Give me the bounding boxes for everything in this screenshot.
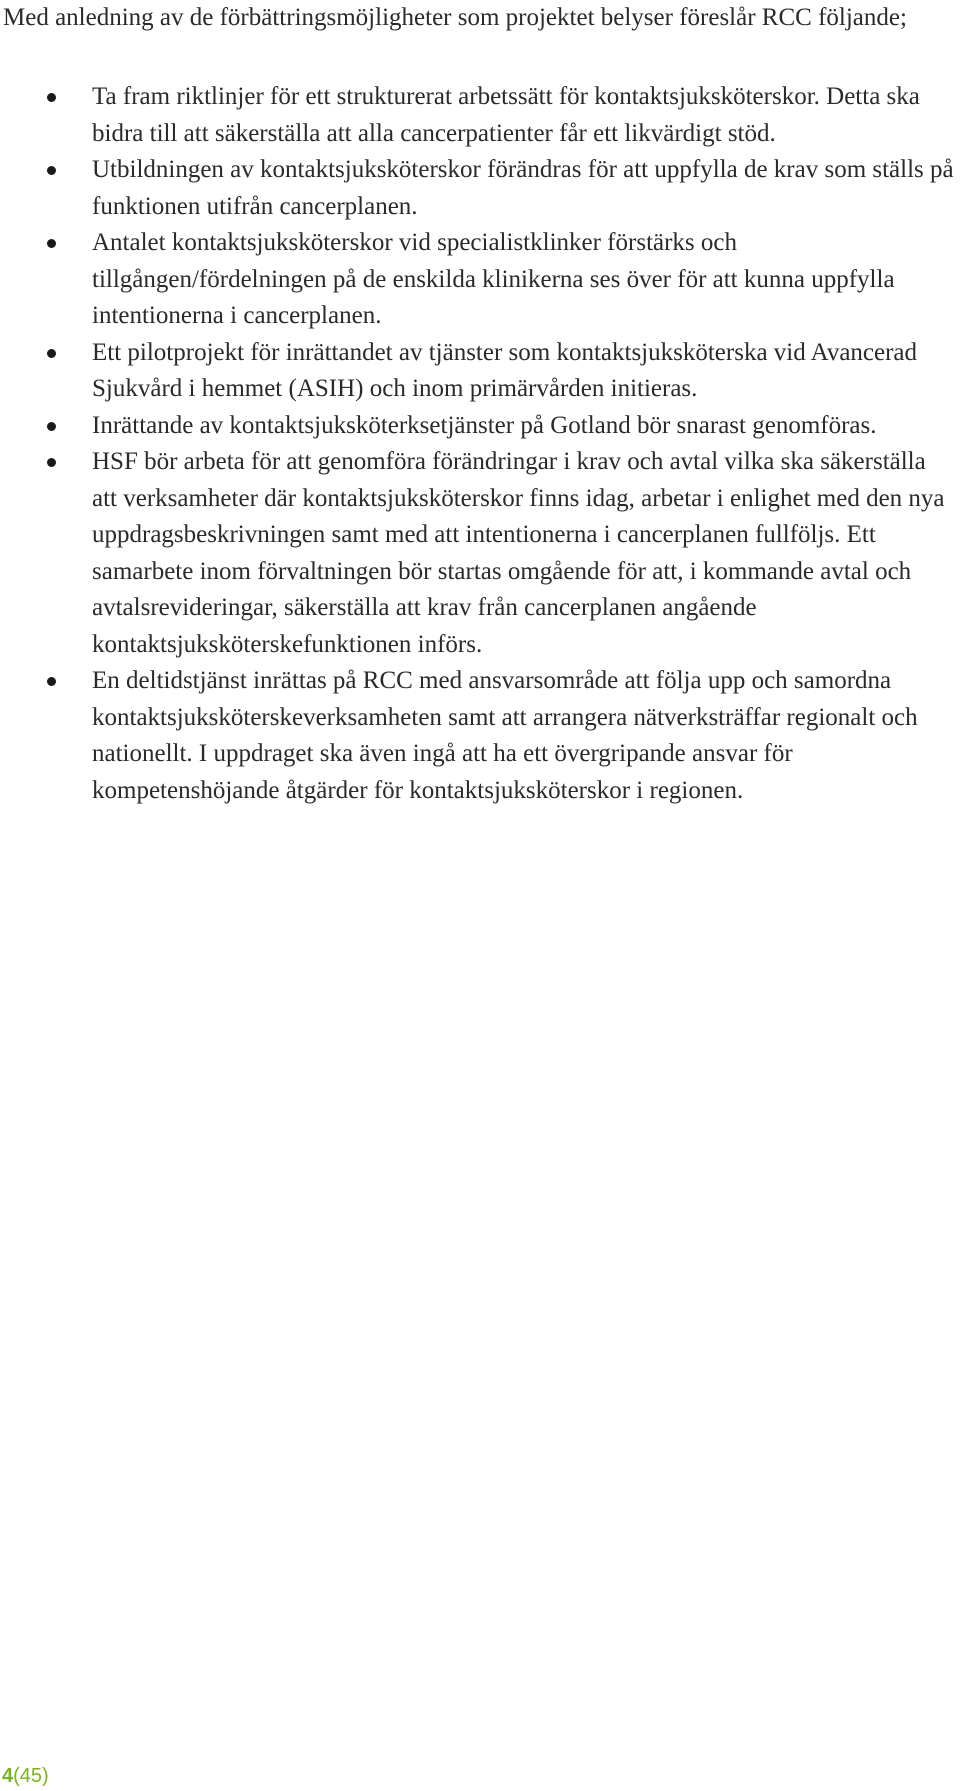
list-item xyxy=(0,335,960,408)
list-item xyxy=(0,444,960,663)
list-item-text: Ta fram riktlinjer för ett strukturerat arbetssätt för kontaktsjuksköterskor. Detta ska bidra till att säkerställa att alla cancerpatienter får ett likvärdigt stöd. xyxy=(92,83,920,147)
page-number xyxy=(2,1764,49,1788)
bullet-dot-icon xyxy=(47,422,56,431)
page-number-total: (45) xyxy=(13,1765,49,1787)
bullet-dot-icon xyxy=(47,677,56,686)
list-item-text: Utbildningen av kontaktsjuksköterskor förändras för att uppfylla de krav som ställs på funktionen utifrån cancerplanen. xyxy=(92,156,954,220)
bullet-dot-icon xyxy=(47,166,56,175)
bullet-dot-icon xyxy=(47,239,56,248)
intro-paragraph: Med anledning av de förbättringsmöjligheter som projektet belyser föreslår RCC följande; xyxy=(3,4,907,31)
bullet-dot-icon xyxy=(47,458,56,467)
recommendation-list xyxy=(0,79,960,809)
list-item-text: Ett pilotprojekt för inrättandet av tjänster som kontaktsjuksköterska vid Avancerad Sjukvård i hemmet (ASIH) och inom primärvården initieras. xyxy=(92,338,918,402)
list-item-text: HSF bör arbeta för att genomföra förändringar i krav och avtal vilka ska säkerställa att verksamheter där kontaktsjuksköterskor finns idag, arbetar i enlighet med den nya uppdragsbeskrivningen samt med att intentionerna i cancerplanen fullföljs. Ett samarbete inom förvaltningen bör startas omgående för att, i kommande avtal och avtalsrevideringar, säkerställa att krav från cancerplanen angående kontaktsjuksköterskefunktionen införs. xyxy=(92,448,945,658)
list-item xyxy=(0,663,960,809)
bullet-dot-icon xyxy=(47,349,56,358)
list-item xyxy=(0,408,960,445)
list-item xyxy=(0,152,960,225)
list-item-text: En deltidstjänst inrättas på RCC med ansvarsområde att följa upp och samordna kontaktsjuksköterskeverksamheten samt att arrangera nätverksträffar regionalt och nationellt. I uppdraget ska även ingå att ha ett övergripande ansvar för kompetenshöjande åtgärder för kontaktsjuksköterskor i regionen. xyxy=(92,667,918,804)
list-item-text: Inrättande av kontaktsjuksköterksetjänster på Gotland bör snarast genomföras. xyxy=(92,411,877,439)
bullet-dot-icon xyxy=(47,93,56,102)
list-item-text: Antalet kontaktsjuksköterskor vid specialistklinker förstärks och tillgången/fördelningen på de enskilda klinikerna ses över för att kunna uppfylla intentionerna i cancerplanen. xyxy=(92,229,895,329)
page-number-current: 4 xyxy=(2,1765,14,1787)
list-item xyxy=(0,225,960,335)
list-item xyxy=(0,79,960,152)
